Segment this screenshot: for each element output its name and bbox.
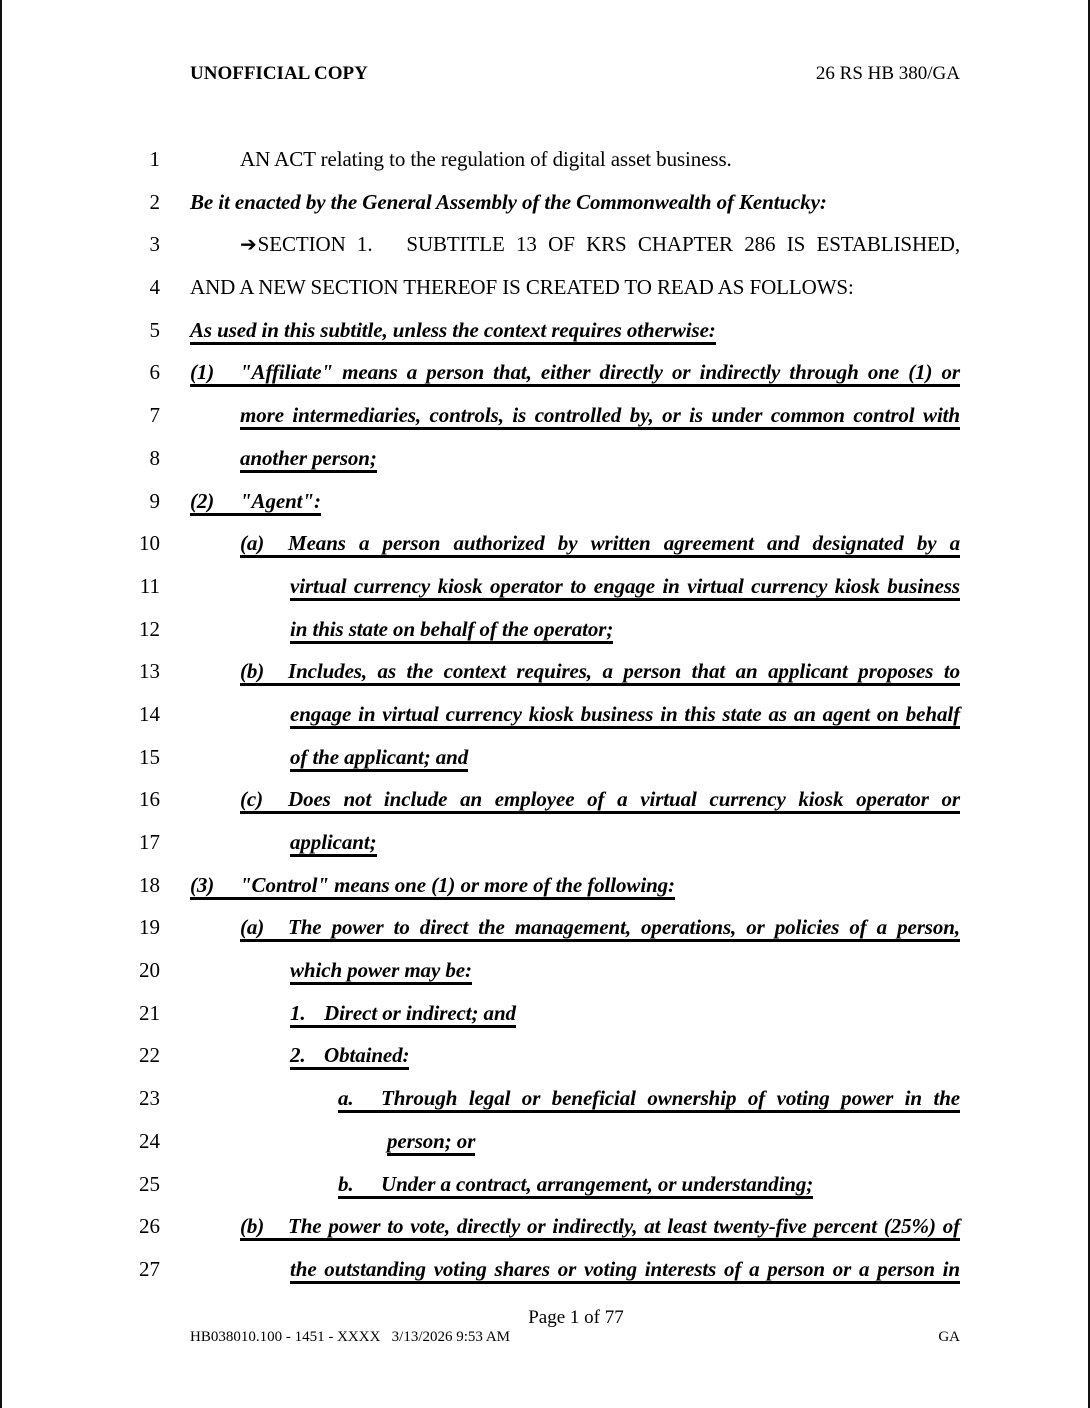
line-label: (b) bbox=[240, 1214, 265, 1239]
line-text: "Agent": bbox=[240, 488, 321, 513]
line-text: virtual currency kiosk operator to engage in virtual currency kiosk business bbox=[290, 573, 960, 598]
line-row bbox=[2, 311, 1088, 354]
line-text: Includes, as the context requires, a person that an applicant proposes to bbox=[288, 659, 960, 684]
line-body bbox=[240, 147, 732, 171]
line-body bbox=[240, 873, 675, 897]
line-content bbox=[240, 787, 960, 814]
line-number: 3 bbox=[149, 232, 160, 257]
line-text: the outstanding voting shares or voting interests of a person or a person in bbox=[290, 1256, 960, 1281]
line-content bbox=[190, 360, 960, 387]
line-text: Obtained: bbox=[324, 1043, 410, 1068]
line-label: (b) bbox=[240, 659, 265, 684]
line-content bbox=[290, 830, 377, 857]
line-text: Does not include an employee of a virtual currency kiosk operator or bbox=[288, 787, 960, 812]
line-number: 5 bbox=[149, 317, 160, 342]
line-text: The power to vote, directly or indirectly, at least twenty-five percent (25%) of bbox=[288, 1214, 960, 1239]
line-row bbox=[2, 994, 1088, 1037]
line-row bbox=[2, 610, 1088, 653]
line-number: 11 bbox=[139, 573, 160, 598]
line-label: b. bbox=[338, 1171, 354, 1196]
line-content bbox=[290, 745, 468, 772]
line-number: 15 bbox=[139, 744, 160, 769]
line-content bbox=[290, 617, 613, 644]
page-header bbox=[190, 63, 960, 85]
footer-page-number: Page 1 of 77 bbox=[528, 1307, 624, 1328]
line-number: 2 bbox=[149, 189, 160, 214]
line-number: 8 bbox=[149, 445, 160, 470]
line-content bbox=[240, 446, 377, 473]
line-label: (1) bbox=[190, 360, 215, 385]
line-number: 12 bbox=[139, 616, 160, 641]
line-body bbox=[324, 1043, 409, 1067]
line-body bbox=[240, 403, 960, 427]
footer-doc-id: HB038010.100 - 1451 - XXXX 3/13/2026 9:53 AM bbox=[190, 1329, 511, 1345]
line-number: 16 bbox=[139, 787, 160, 812]
header-unofficial-copy: UNOFFICIAL COPY bbox=[190, 63, 368, 84]
line-number: 27 bbox=[139, 1256, 160, 1281]
line-body bbox=[290, 617, 613, 641]
line-content bbox=[190, 489, 321, 516]
line-row bbox=[2, 1207, 1088, 1250]
line-text: SECTION 1. SUBTITLE 13 OF KRS CHAPTER 286 IS ESTABLISHED, bbox=[257, 232, 960, 257]
line-body bbox=[288, 787, 960, 811]
line-text: The power to direct the management, operations, or policies of a person, bbox=[288, 915, 960, 940]
line-row bbox=[2, 1079, 1088, 1122]
line-body bbox=[381, 1172, 813, 1196]
line-content bbox=[290, 702, 960, 729]
line-row bbox=[2, 1036, 1088, 1079]
line-content bbox=[190, 190, 827, 214]
line-body bbox=[290, 745, 468, 769]
line-row bbox=[2, 908, 1088, 951]
line-row bbox=[2, 353, 1088, 396]
line-row bbox=[2, 268, 1088, 311]
line-text: more intermediaries, controls, is controlled by, or is under common control with bbox=[240, 403, 960, 428]
line-number: 20 bbox=[139, 958, 160, 983]
line-body bbox=[381, 1086, 960, 1110]
line-row bbox=[2, 183, 1088, 226]
line-row bbox=[2, 567, 1088, 610]
line-label: (2) bbox=[190, 488, 215, 513]
line-number: 25 bbox=[139, 1171, 160, 1196]
line-number: 26 bbox=[139, 1214, 160, 1239]
line-number: 1 bbox=[149, 147, 160, 171]
line-text: As used in this subtitle, unless the context requires otherwise: bbox=[190, 317, 716, 342]
line-text: AN ACT relating to the regulation of digital asset business. bbox=[240, 147, 732, 171]
line-row bbox=[2, 1250, 1088, 1293]
line-label: (a) bbox=[240, 531, 265, 556]
line-text: another person; bbox=[240, 445, 377, 470]
line-row bbox=[2, 652, 1088, 695]
line-text: which power may be: bbox=[290, 958, 472, 983]
line-body bbox=[240, 446, 377, 470]
header-bill-reference: 26 RS HB 380/GA bbox=[815, 63, 960, 84]
line-text: Means a person authorized by written agreement and designated by a bbox=[288, 531, 960, 556]
line-body bbox=[190, 275, 854, 299]
line-number: 24 bbox=[139, 1128, 160, 1153]
line-text: person; or bbox=[387, 1128, 476, 1153]
line-content bbox=[290, 574, 960, 601]
line-row bbox=[2, 951, 1088, 994]
line-content bbox=[290, 958, 472, 985]
line-row bbox=[2, 695, 1088, 738]
line-body bbox=[290, 1257, 960, 1281]
line-text: in this state on behalf of the operator; bbox=[290, 616, 614, 641]
line-body bbox=[324, 1001, 516, 1025]
line-body bbox=[288, 1214, 960, 1238]
line-content bbox=[240, 531, 960, 558]
line-row bbox=[2, 823, 1088, 866]
document-body bbox=[2, 140, 1088, 1293]
line-content bbox=[240, 1214, 960, 1241]
line-content bbox=[338, 1172, 813, 1199]
line-number: 14 bbox=[139, 701, 160, 726]
line-number: 21 bbox=[139, 1000, 160, 1025]
line-row bbox=[2, 738, 1088, 781]
line-number: 17 bbox=[139, 830, 160, 854]
line-content bbox=[240, 659, 960, 686]
line-body bbox=[240, 232, 960, 256]
line-label: a. bbox=[338, 1086, 354, 1111]
line-text: Be it enacted by the General Assembly of the Commonwealth of Kentucky: bbox=[190, 189, 827, 214]
line-content bbox=[240, 147, 732, 171]
line-row bbox=[2, 866, 1088, 909]
line-content bbox=[387, 1129, 475, 1156]
line-text: "Control" means one (1) or more of the following: bbox=[240, 872, 675, 897]
line-number: 7 bbox=[149, 403, 160, 428]
line-row bbox=[2, 1165, 1088, 1208]
line-label: 1. bbox=[290, 1000, 306, 1025]
line-number: 6 bbox=[149, 360, 160, 385]
line-number: 4 bbox=[149, 275, 160, 300]
line-number: 13 bbox=[139, 659, 160, 684]
line-content bbox=[240, 232, 960, 256]
line-row bbox=[2, 1122, 1088, 1165]
line-text: applicant; bbox=[290, 830, 377, 854]
line-row bbox=[2, 140, 1088, 183]
line-number: 19 bbox=[139, 915, 160, 940]
line-content bbox=[240, 915, 960, 942]
line-text: Direct or indirect; and bbox=[324, 1000, 516, 1025]
line-number: 23 bbox=[139, 1086, 160, 1111]
line-row bbox=[2, 396, 1088, 439]
line-label: (3) bbox=[190, 872, 215, 897]
line-body bbox=[240, 360, 960, 384]
line-body bbox=[288, 659, 960, 683]
footer-chamber: GA bbox=[938, 1329, 960, 1345]
line-text: Through legal or beneficial ownership of voting power in the bbox=[381, 1086, 960, 1111]
line-text: of the applicant; and bbox=[290, 744, 469, 769]
line-content bbox=[338, 1086, 960, 1113]
line-row bbox=[2, 439, 1088, 482]
line-row bbox=[2, 225, 1088, 268]
line-body bbox=[290, 574, 960, 598]
line-content bbox=[190, 318, 716, 345]
line-row bbox=[2, 780, 1088, 823]
line-content bbox=[190, 275, 854, 299]
line-body bbox=[290, 830, 377, 854]
line-text: Under a contract, arrangement, or understanding; bbox=[381, 1171, 814, 1196]
line-body bbox=[290, 958, 472, 982]
line-content bbox=[290, 1043, 409, 1070]
line-content bbox=[190, 873, 675, 900]
line-label: (c) bbox=[240, 787, 264, 812]
line-row bbox=[2, 482, 1088, 525]
line-label: (a) bbox=[240, 915, 265, 940]
line-content bbox=[290, 1001, 516, 1028]
line-number: 18 bbox=[139, 872, 160, 897]
line-body bbox=[290, 702, 960, 726]
line-body bbox=[288, 915, 960, 939]
line-number: 10 bbox=[139, 531, 160, 556]
line-text: AND A NEW SECTION THEREOF IS CREATED TO READ AS FOLLOWS: bbox=[190, 275, 854, 300]
line-body bbox=[190, 190, 827, 214]
line-number: 22 bbox=[139, 1043, 160, 1068]
line-text: "Affiliate" means a person that, either directly or indirectly through one (1) or bbox=[240, 360, 960, 385]
section-arrow-icon: ➔ bbox=[240, 232, 257, 257]
line-number: 9 bbox=[149, 488, 160, 513]
line-body bbox=[190, 318, 716, 342]
line-text: engage in virtual currency kiosk business in this state as an agent on behalf bbox=[290, 701, 960, 726]
page-footer bbox=[190, 1328, 960, 1346]
line-content bbox=[290, 1257, 960, 1284]
line-body bbox=[288, 531, 960, 555]
line-content bbox=[240, 403, 960, 430]
line-body bbox=[240, 489, 321, 513]
line-body bbox=[387, 1129, 475, 1153]
line-row bbox=[2, 524, 1088, 567]
line-label: 2. bbox=[290, 1043, 306, 1068]
